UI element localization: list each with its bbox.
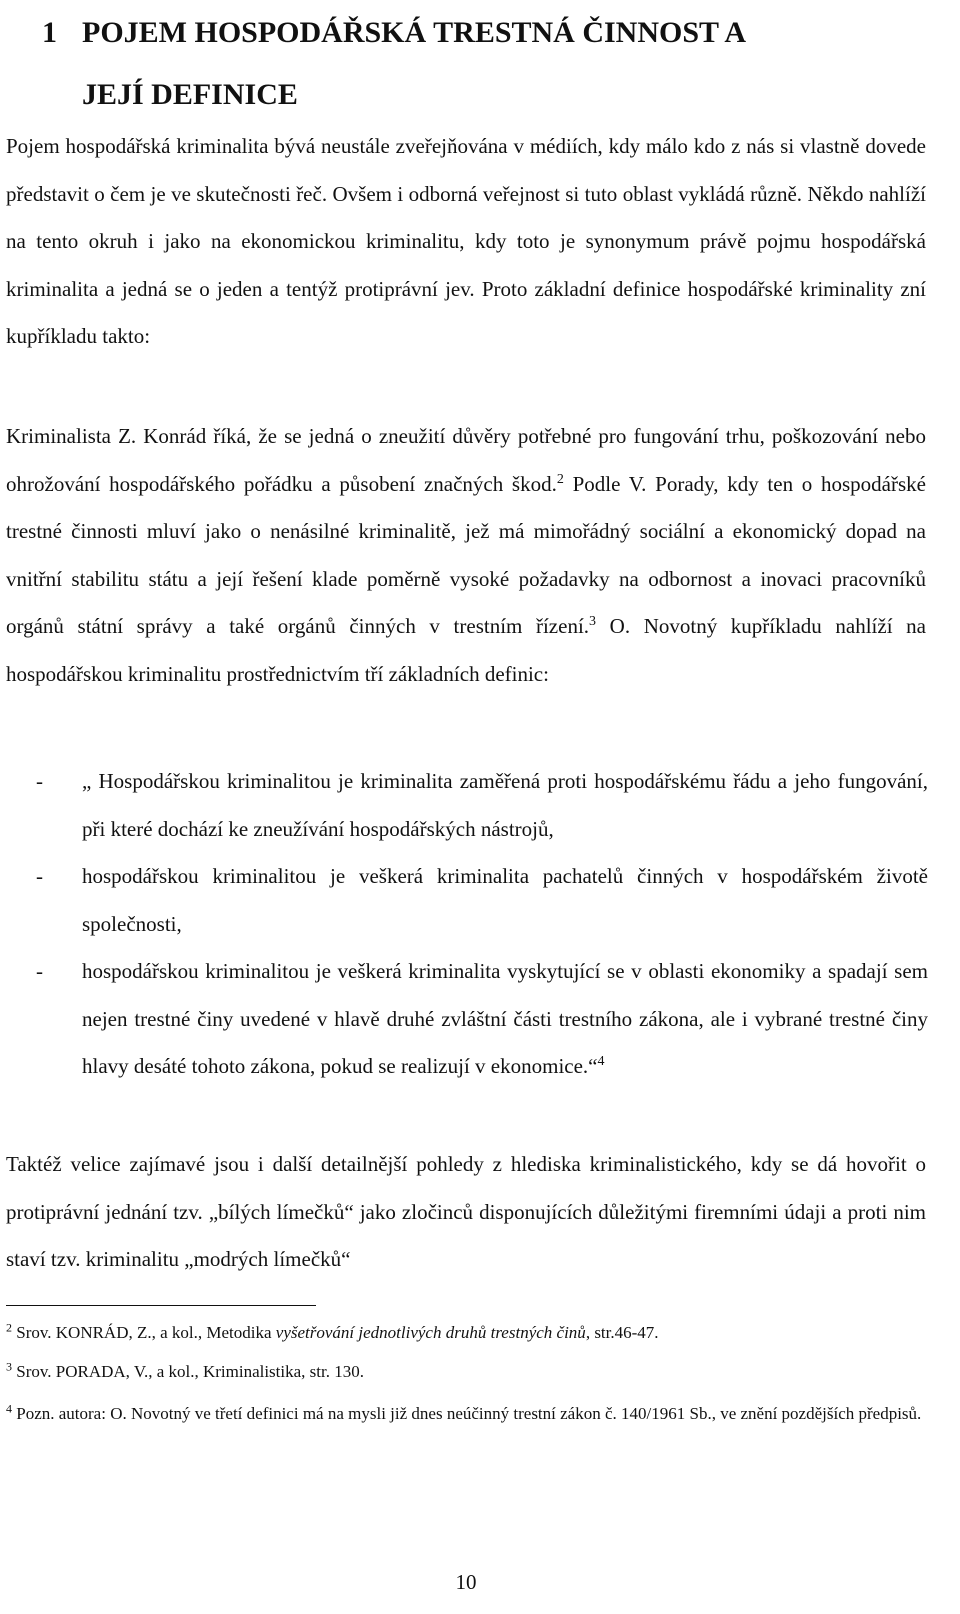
list-item-text: hospodářskou kriminalitou je veškerá kriminalita pachatelů činných v hospodářském životě společnosti, bbox=[82, 864, 928, 936]
chapter-number: 1 bbox=[42, 16, 57, 49]
list-item bbox=[0, 948, 928, 1091]
footnote-italic-title: vyšetřování jednotlivých druhů trestných činů bbox=[275, 1323, 586, 1342]
heading-line-2: JEJÍ DEFINICE bbox=[82, 78, 298, 111]
footnote-2 bbox=[6, 1320, 926, 1346]
paragraph-definitions-part-2: Podle V. Porady, kdy ten o hospodářské trestné činnosti mluví jako o nenásilné kriminalitě, jež má mimořádný sociální a ekonomický dopad na vnitřní stabilitu státu a její řešení klade poměrně vysoké požadavky na odbornost a inovaci pracovníků orgánů státní správy a také orgánů činných v trestním řízení. bbox=[6, 471, 926, 638]
paragraph-definitions-part-1: Kriminalista Z. Konrád říká, že se jedná o zneužití důvěry potřebné pro fungování trhu, poškozování nebo ohrožování hospodářského pořádku a působení značných škod. bbox=[6, 424, 926, 496]
list-dash: - bbox=[36, 864, 43, 888]
paragraph-definitions-part-3: O. Novotný kupříkladu nahlíží na hospodářskou kriminalitu prostřednictvím tří základních definic: bbox=[6, 614, 926, 686]
footnote-ref-4: 4 bbox=[597, 1054, 605, 1069]
paragraph-intro: Pojem hospodářská kriminalita bývá neustále zveřejňována v médiích, kdy málo kdo z nás si vlastně dovede představit o čem je ve skutečnosti řeč. Ovšem i odborná veřejnost si tuto oblast vykládá různě. Někdo nahlíží na tento okruh i jako na ekonomickou kriminalitu, kdy toto je synonymum právě pojmu hospodářská kriminalita a jedná se o jeden a tentýž protiprávní jev. Proto základní definice hospodářské kriminality zní kupříkladu takto: bbox=[6, 134, 926, 348]
definitions-list bbox=[0, 758, 940, 1091]
footnote-text-end: , str.46-47. bbox=[585, 1323, 659, 1342]
footnote-3 bbox=[6, 1359, 926, 1385]
footnote-ref-2: 2 bbox=[556, 471, 564, 487]
footnote-number: 4 bbox=[6, 1401, 12, 1416]
list-item-text: „ Hospodářskou kriminalitou je kriminalita zaměřená proti hospodářskému řádu a jeho fungování, při které dochází ke zneužívání hospodářských nástrojů, bbox=[82, 769, 928, 841]
list-dash: - bbox=[36, 959, 43, 983]
footnote-text: Srov. KONRÁD, Z., a kol., Metodika bbox=[12, 1323, 276, 1342]
footnote-4 bbox=[6, 1401, 926, 1427]
footnote-ref-3: 3 bbox=[589, 614, 597, 629]
footnote-text: Srov. PORADA, V., a kol., Kriminalistika, str. 130. bbox=[12, 1362, 364, 1381]
footnote-text: Pozn. autora: O. Novotný ve třetí definici má na mysli již dnes neúčinný trestní zákon č. 140/1961 Sb., ve znění pozdějších předpisů. bbox=[12, 1404, 922, 1423]
paragraph-definitions bbox=[6, 413, 926, 698]
paragraph-collars: Taktéž velice zajímavé jsou i další detailnější pohledy z hlediska kriminalistického, kdy se dá hovořit o protiprávní jednání tzv. „bílých límečků“ jako zločinců disponujících důležitými firemními údaji a proti nim staví tzv. kriminalitu „modrých límečků“ bbox=[6, 1152, 926, 1271]
page-number: 10 bbox=[455, 1570, 477, 1594]
heading-line-1 bbox=[6, 16, 746, 49]
list-item-text: hospodářskou kriminalitou je veškerá kriminalita vyskytující se v oblasti ekonomiky a spadají sem nejen trestné činy uvedené v hlavě druhé zvláštní části trestního zákona, ale i vybrané trestné činy hlavy desáté tohoto zákona, pokud se realizují v ekonomice.“ bbox=[82, 959, 928, 1078]
list-dash: - bbox=[36, 769, 43, 793]
list-item bbox=[0, 853, 928, 948]
list-item bbox=[0, 758, 928, 853]
chapter-heading bbox=[6, 2, 926, 126]
footnote-separator bbox=[6, 1305, 316, 1306]
footnote-number: 3 bbox=[6, 1359, 12, 1374]
heading-text-1: POJEM HOSPODÁŘSKÁ TRESTNÁ ČINNOST A bbox=[82, 16, 747, 49]
footnote-number: 2 bbox=[6, 1320, 12, 1335]
